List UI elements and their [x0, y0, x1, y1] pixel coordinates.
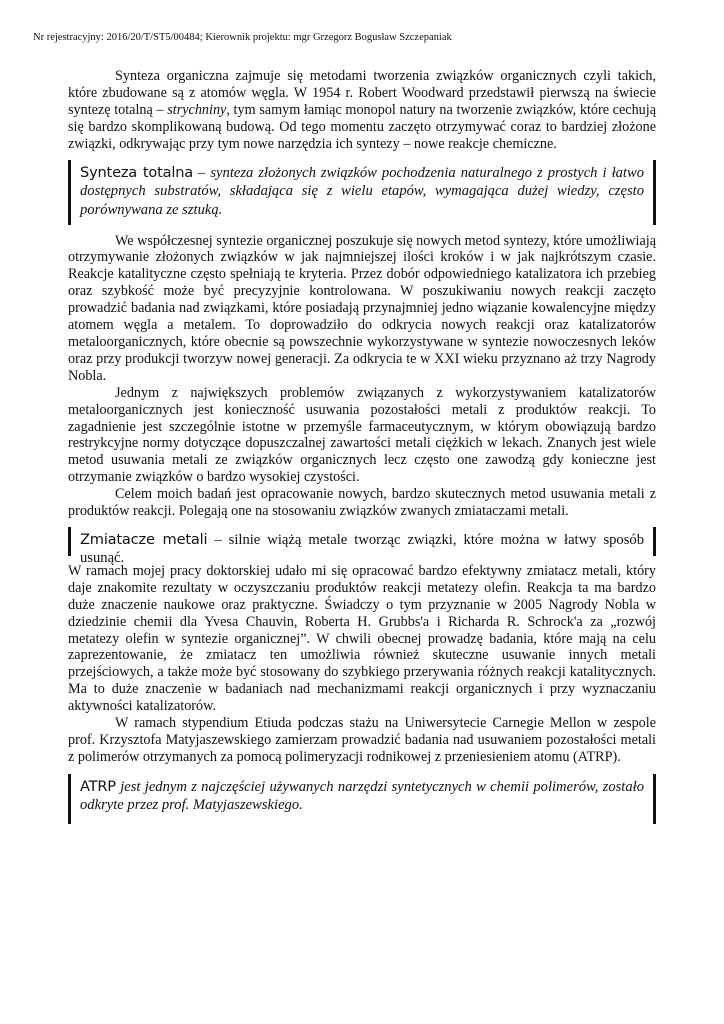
paragraph-text: Synteza organiczna zajmuje się metodami tworzenia związków organicznych czyli takich, które zbudowane są z atomów węgla. W 1954 r. Robert Woodward przedstawił pierwszą na świecie syntezę totalną – [68, 68, 656, 118]
definition-term: Synteza totalna [80, 163, 194, 181]
paragraph-cel-badan: Celem moich badań jest opracowanie nowych, bardzo skutecznych metod usuwania metali z produktów reakcji. Polegają one na stosowaniu związków zwanych zmiataczami metali. [68, 486, 656, 520]
definition-term: ATRP [80, 777, 116, 795]
paragraph-problemy: Jednym z największych problemów związanych z wykorzystywaniem katalizatorów metaloorganicznych jest konieczność usuwania pozostałości metali z produktów reakcji. To zagadnienie jest szczególnie istotne w przemyśle farmaceutycznym, w którym obowiązują bardzo restrykcyjne normy dotyczące dopuszczalnej zawartości metali ciężkich w lekach. Znanych jest wiele metod usuwania metali ze związków organicznych lecz często one zawodzą gdy konieczne jest otrzymanie związków o bardzo wysokiej czystości. [68, 384, 656, 486]
document-body [68, 68, 656, 832]
page-header: Nr rejestracyjny: 2016/20/T/ST5/00484; Kierownik projektu: mgr Grzegorz Bogusław Szczepaniak [33, 32, 452, 43]
definition-box-zmiatacze-metali [68, 527, 656, 567]
paragraph-stypendium: W ramach stypendium Etiuda podczas stażu na Uniwersytecie Carnegie Mellon w zespole prof. Krzysztofa Matyjaszewskiego zamierzam prowadzić badania nad usuwaniem pozostałości metali z polimerów otrzymanych za pomocą polimeryzacji rodnikowej z przeniesieniem atomu (ATRP). [68, 715, 656, 765]
definition-text: silnie wiążą metale tworząc związki, które można w łatwy sposób usunąć. [80, 531, 644, 567]
definition-text: jest jednym z najczęściej używanych narzędzi syntetycznych w chemii polimerów, zostało odkryte przez prof. Matyjaszewskiego. [80, 778, 644, 814]
definition-text: synteza złożonych związków pochodzenia naturalnego z prostych i łatwo dostępnych substratów, składająca się z wielu etapów, wymagająca dużej wiedzy, często porównywana ze sztuką. [80, 164, 645, 218]
definition-term: Zmiatacze metali [80, 530, 208, 548]
paragraph-synteza-organiczna [68, 68, 656, 153]
paragraph-text: , tym samym łamiąc monopol natury na tworzenie związków, które cechują się bardzo skomplikowaną budową. Od tego momentu zaczęto otrzymywać coraz to bardziej złożone związki, odkrywając przy tym nowe narzędzia ich syntezy – nowe reakcje chemiczne. [68, 101, 656, 152]
definition-separator: – [193, 164, 211, 181]
strychnine-term: strychniny [167, 101, 227, 118]
definition-box-synteza-totalna [68, 160, 656, 225]
paragraph-katalizatory: We współczesnej syntezie organicznej poszukuje się nowych metod syntezy, które umożliwiają otrzymywanie złożonych związków w jak najmniejszej ilości kroków i w jak najkrótszym czasie. Reakcje katalityczne często spełniają te kryteria. Przez dobór odpowiedniego katalizatora ich przebieg oraz szybkość może być precyzyjnie kontrolowana. W poszukiwaniu nowych reakcji zaczęto prowadzić badania nad związkami, które posiadają przynajmniej jedno wiązanie kowalencyjne między atomem węgla a metalem. To doprowadziło do odkrycia nowych reakcji oraz katalizatorów metaloorganicznych, które obecnie są powszechnie wykorzystywane w syntezie nowoczesnych leków oraz przy produkcji tworzyw nowej generacji. Za odkrycia te w XXI wieku przyznano aż trzy Nagrody Nobla. [68, 232, 656, 384]
definition-box-atrp [68, 774, 656, 824]
paragraph-praca-doktorska: W ramach mojej pracy doktorskiej udało mi się opracować bardzo efektywny zmiatacz metali, który daje znakomite rezultaty w oczyszczaniu produktów reakcji metatezy olefin. Reakcja ta ma bardzo duże znaczenie naukowe oraz praktyczne. Świadczy o tym przyznanie w 2005 Nagrody Nobla w dziedzinie chemii dla Yvesa Chauvin, Roberta H. Grubbs'a i Richarda R. Schrock'a za „rozwój metatezy olefin w syntezie organicznej”. W chwili obecnej prowadzę badania, które mają na celu zaprezentowanie, że zmiatacz ten umożliwia również skuteczne usuwanie innych metali przejściowych, a także może być stosowany do szybkiego przerywania różnych reakcji katalitycznych. Ma to duże znaczenie w badaniach nad mechanizmami reakcji organicznych i przy wyznaczaniu aktywności katalizatorów. [68, 562, 656, 715]
definition-separator: – [207, 531, 229, 548]
